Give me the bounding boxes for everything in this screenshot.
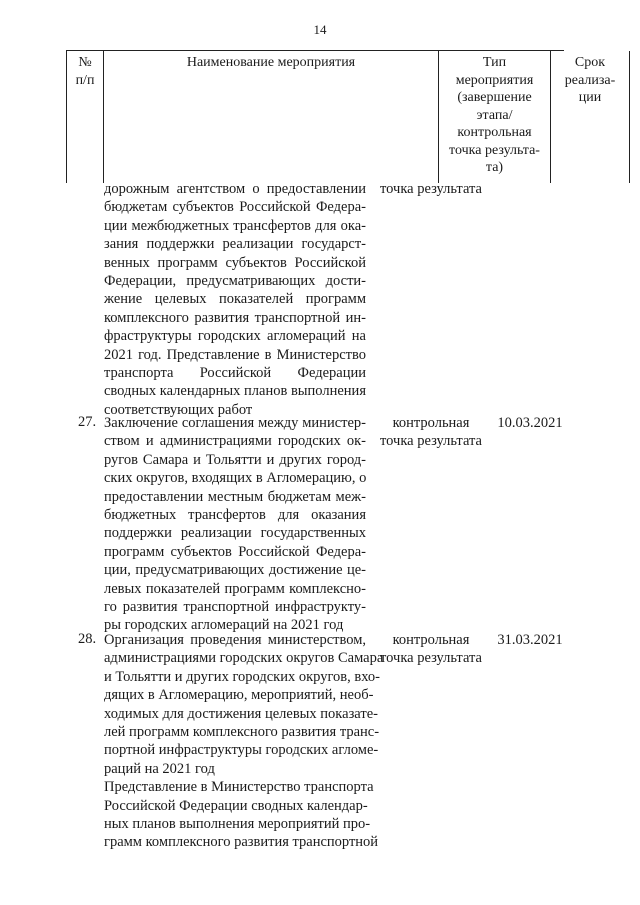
text-line: го развития транспортной инфраструкту- (104, 599, 366, 616)
text-line: соответствующих работ (104, 401, 253, 418)
text-line: программ субъектов Российской Федера- (104, 543, 366, 560)
text-line: Российской Федерации сводных календар- (104, 797, 368, 814)
text-line: транспорта Российской Федерации (104, 365, 366, 382)
text-line: поддержки реализации государственных (104, 525, 366, 542)
text-line: Федерации, предусматривающих дости- (104, 273, 366, 290)
text-line: ции межбюджетных трансфертов для ока- (104, 217, 366, 234)
text-line: венных программ субъектов Российской (104, 254, 366, 271)
type-line: контрольная (392, 632, 470, 648)
header-type-line: точка результа- (449, 142, 540, 158)
text-line: сводных календарных планов выполнения (104, 383, 366, 400)
text-line: жение целевых показателей программ (104, 291, 366, 308)
text-line: грамм комплексного развития транспортной (104, 834, 379, 851)
header-num-line: № (78, 55, 92, 70)
text-line: комплексного развития транспортной ин- (104, 309, 366, 326)
type-line: контрольная (392, 415, 470, 431)
text-line: 2021 год. Представление в Министерство (104, 346, 366, 363)
text-line: бюджетных трансфертов для оказания (104, 507, 366, 524)
type-line: точка результата (380, 650, 482, 667)
header-num-column (67, 51, 104, 183)
header-type-line: мероприятия (455, 72, 534, 88)
row-27-date: 10.03.2021 (497, 415, 563, 431)
row-28-type (374, 631, 488, 668)
text-line: ры городских агломераций на 2021 год (104, 617, 344, 634)
header-date-line: Срок (574, 55, 606, 70)
row-number: 28. (78, 631, 97, 647)
text-line: Представление в Министерство транспорта (104, 779, 374, 796)
row-27-name-text (104, 414, 366, 635)
header-date-column (551, 51, 630, 183)
text-line: лей программ комплексного развития транс- (104, 724, 380, 741)
header-type-line: контрольная (457, 125, 532, 140)
text-line: фраструктуры городских агломераций на (104, 328, 366, 345)
header-name-column (104, 51, 439, 183)
page-number: 14 (313, 22, 327, 37)
header-type-line: этапа/ (476, 107, 513, 123)
header-date-line: реализа- (564, 72, 616, 88)
text-line: ходимых для достижения целевых показате- (104, 705, 378, 722)
text-line: левых показателей программ комплексно- (104, 580, 366, 597)
header-type-column (439, 51, 551, 183)
text-line: ских округов, входящих в Агломерацию, о (104, 470, 367, 487)
row-28-date: 31.03.2021 (497, 632, 563, 648)
text-line: администрациями городских округов Самара (104, 650, 384, 667)
header-type-line: та) (485, 160, 504, 175)
text-line: ством и администрациями городских ок- (104, 433, 366, 450)
header-date-line: ции (578, 90, 602, 105)
text-line: Организация проведения министерством, (104, 632, 366, 648)
text-line: и Тольятти и других городских округов, вхо- (104, 668, 381, 685)
table-header (66, 50, 616, 183)
header-type-line: (завершение (457, 90, 532, 105)
header-num-line: п/п (75, 72, 95, 88)
text-line: дорожным агентством о предоставлении (104, 181, 366, 197)
text-line: бюджетам субъектов Российской Федера- (104, 199, 366, 216)
text-line: ругов Самара и Тольятти и других город- (104, 451, 366, 468)
text-line: дящих в Агломерацию, мероприятий, необ- (104, 687, 374, 704)
header-type-line: Тип (482, 55, 507, 70)
header-name-label: Наименование мероприятия (186, 55, 356, 70)
row-28-name-text (104, 631, 384, 852)
continuation-type: точка результата (380, 181, 482, 197)
text-line: предоставлении местным бюджетам меж- (104, 488, 366, 505)
text-line: раций на 2021 год (104, 760, 215, 777)
text-line: зания поддержки реализации государст- (104, 236, 366, 253)
text-line: ции, предусматривающих достижение це- (104, 562, 366, 579)
row-27-type (374, 414, 488, 451)
row-number: 27. (78, 414, 97, 430)
text-line: ных планов выполнения мероприятий про- (104, 816, 371, 833)
text-line: Заключение соглашения между министер- (104, 415, 366, 431)
type-line: точка результата (380, 433, 482, 450)
continuation-name-text (104, 180, 366, 419)
text-line: портной инфраструктуры городских агломе- (104, 742, 379, 759)
